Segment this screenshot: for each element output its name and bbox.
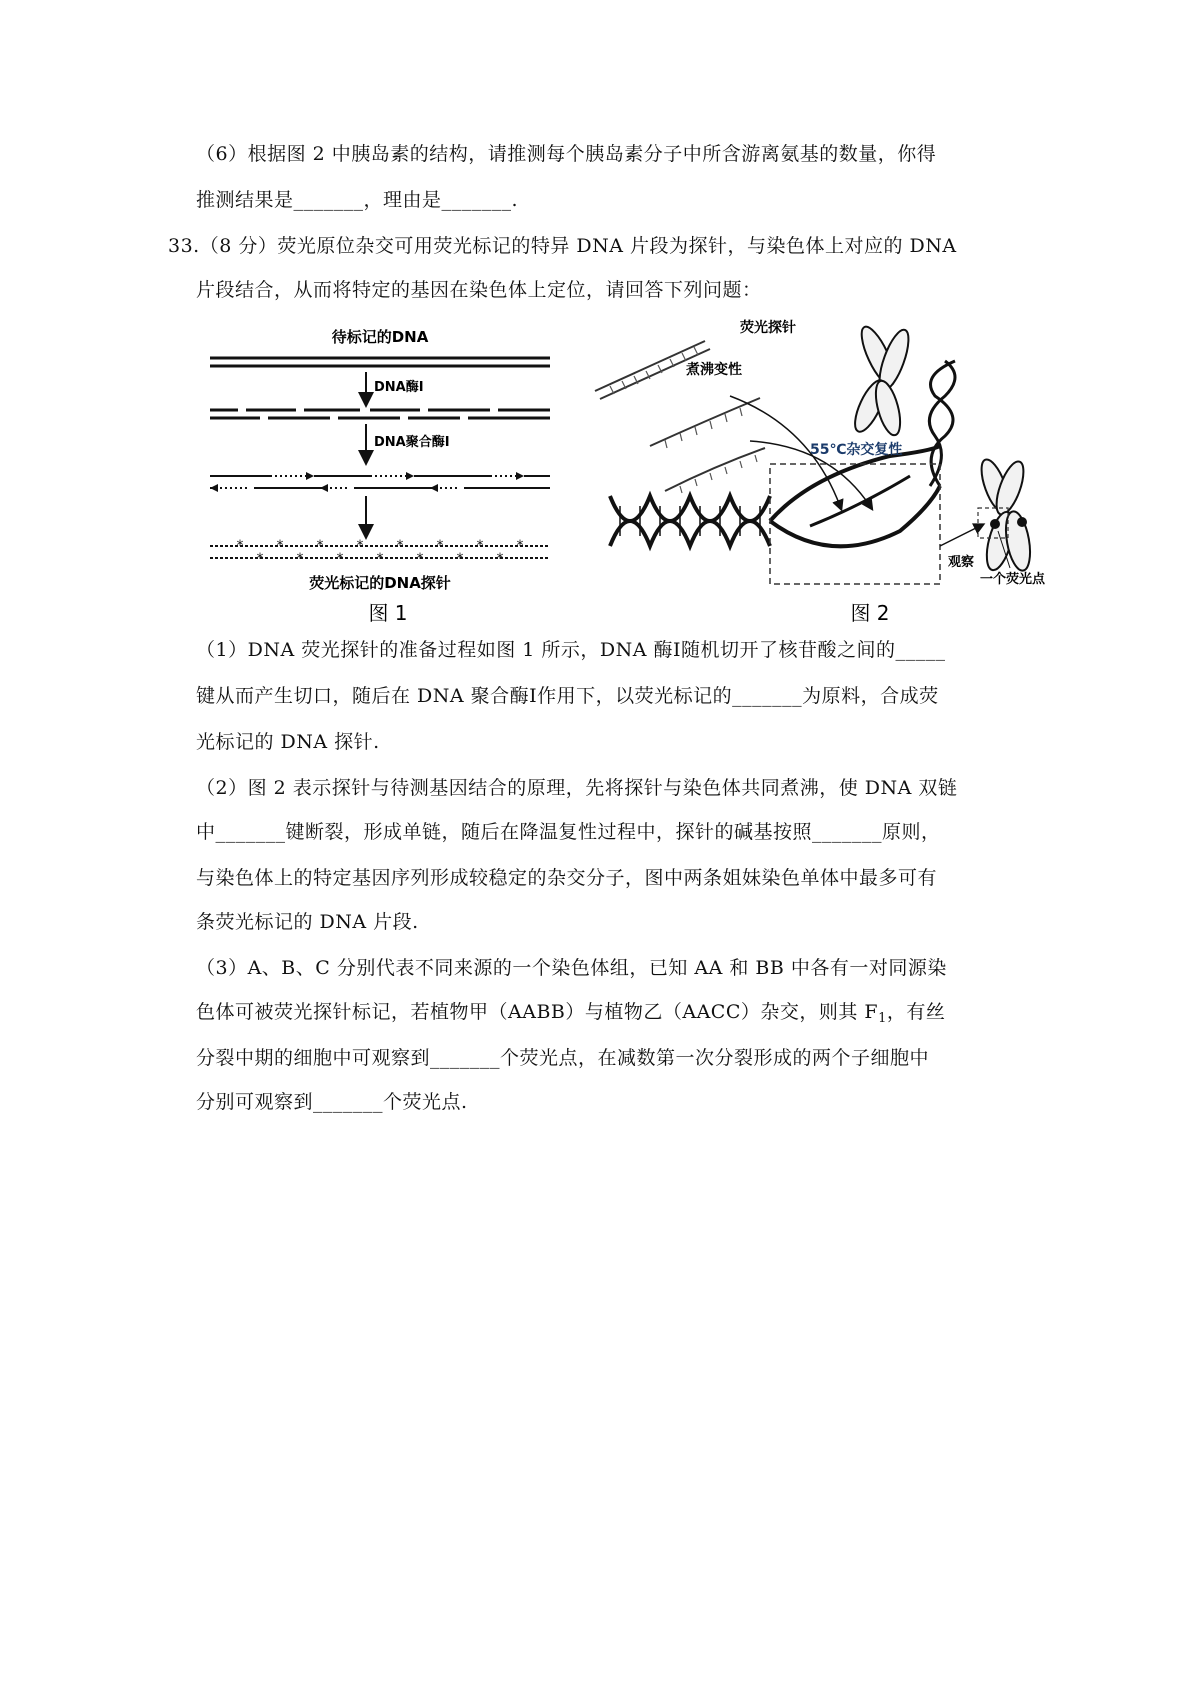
q33-intro-line-2: 片段结合，从而将特定的基因在染色体上定位，请回答下列问题： [196, 279, 762, 301]
q33-p3-line-4: 分别可观察到_______个荧光点. [196, 1091, 468, 1113]
svg-text:*: * [456, 551, 464, 567]
svg-text:*: * [516, 538, 524, 554]
figure-1 [210, 328, 550, 625]
fluorescent-spot-2 [1017, 517, 1027, 527]
svg-text:*: * [496, 551, 504, 567]
q33-p2-line-1: （2）图 2 表示探针与待测基因结合的原理，先将探针与染色体共同煮沸，使 DNA 双链 [196, 777, 958, 799]
q33-p3-line-3: 分裂中期的细胞中可观察到_______个荧光点，在减数第一次分裂形成的两个子细胞中 [196, 1047, 930, 1069]
q33-p3-line-2-pre: 色体可被荧光探针标记，若植物甲（AABB）与植物乙（AACC）杂交，则其 F [196, 1001, 879, 1023]
figure-2-caption: 图 2 [850, 601, 890, 625]
svg-text:*: * [356, 538, 364, 554]
svg-text:*: * [336, 551, 344, 567]
figure-1-top-label: 待标记的DNA [331, 328, 429, 346]
svg-text:*: * [256, 551, 264, 567]
figure-1-step-2-label: DNA聚合酶Ⅰ [374, 435, 450, 450]
q33-p2-line-2: 中_______键断裂，形成单链，随后在降温复性过程中，探针的碱基按照_______原则， [196, 821, 941, 843]
q6-line-1: （6）根据图 2 中胰岛素的结构，请推测每个胰岛素分子中所含游离氨基的数量，你得 [196, 143, 937, 165]
genomic-dna-helix [610, 496, 770, 546]
observe-arrow [940, 526, 980, 546]
boil-label: 煮沸变性 [686, 362, 742, 378]
q33-p2-line-3: 与染色体上的特定基因序列形成较稳定的杂交分子，图中两条姐妹染色单体中最多可有 [196, 867, 938, 889]
svg-text:*: * [416, 551, 424, 567]
f1-subscript: 1 [878, 1011, 887, 1026]
figure-svg [210, 320, 1046, 676]
svg-text:*: * [436, 538, 444, 554]
q33-intro-line-1: 33.（8 分）荧光原位杂交可用荧光标记的特异 DNA 片段为探针，与染色体上对应的 DNA [168, 235, 957, 257]
fluorescent-spot-1 [990, 519, 1000, 529]
probe-label: 荧光探针 [740, 320, 796, 336]
svg-text:*: * [236, 538, 244, 554]
chromosome-top-icon [849, 323, 914, 438]
figure-1-step-1-label: DNA酶Ⅰ [374, 380, 424, 395]
svg-text:*: * [376, 551, 384, 567]
svg-text:*: * [296, 551, 304, 567]
hybrid-loop [770, 446, 940, 546]
q33-p3-line-2 [196, 1000, 945, 1031]
spot-label: 一个荧光点 [980, 572, 1046, 587]
svg-text:*: * [396, 538, 404, 554]
q33-p1-line-2: 键从而产生切口，随后在 DNA 聚合酶Ⅰ作用下，以荧光标记的_______为原料，合成荧 [196, 685, 939, 707]
synthesis-dna [210, 476, 550, 488]
figure-2 [595, 319, 1046, 625]
figures-container [210, 320, 1046, 676]
labeled-probe [210, 538, 550, 567]
svg-text:*: * [276, 538, 284, 554]
observation-box [770, 464, 940, 584]
figure-1-bottom-label: 荧光标记的DNA探针 [309, 574, 451, 592]
svg-text:*: * [476, 538, 484, 554]
nicked-dna [210, 410, 550, 418]
q33-p3-line-1: （3）A、B、C 分别代表不同来源的一个染色体组，已知 AA 和 BB 中各有一对同源染 [196, 957, 947, 979]
observe-label: 观察 [948, 555, 975, 570]
q33-p3-line-2-post: ，有丝 [886, 1001, 946, 1023]
chromosome-connector-helix [929, 361, 955, 486]
figure-1-caption: 图 1 [368, 601, 408, 625]
q33-p1-line-1: （1）DNA 荧光探针的准备过程如图 1 所示，DNA 酶Ⅰ随机切开了核苷酸之间的_____ [196, 639, 946, 661]
chromosome-observed-icon [976, 456, 1034, 573]
q33-p2-line-4: 条荧光标记的 DNA 片段. [196, 911, 419, 933]
anneal-label: 55℃杂交复性 [810, 442, 903, 458]
q6-line-2: 推测结果是_______，理由是_______. [196, 189, 519, 211]
q33-p1-line-3: 光标记的 DNA 探针. [196, 731, 380, 753]
svg-text:*: * [316, 538, 324, 554]
